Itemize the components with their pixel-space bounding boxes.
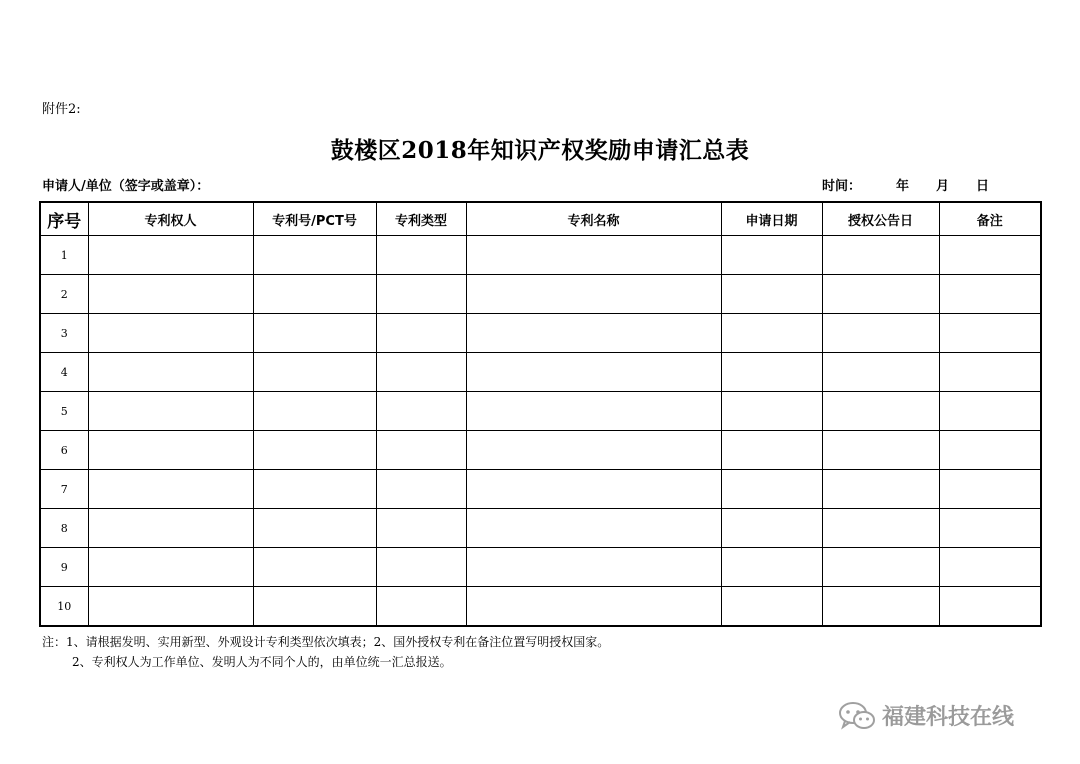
table-row [40,314,1041,353]
cell-patent-number[interactable] [253,509,376,548]
date-label: 时间： [822,179,862,194]
note-line-2: 2、专利权人为工作单位、发明人为不同个人的，由单位统一汇总报送。 [72,655,452,669]
cell-application-date[interactable] [721,587,822,627]
header-patentee: 专利权人 [88,202,253,236]
cell-patent-number[interactable] [253,353,376,392]
cell-application-date[interactable] [721,470,822,509]
cell-patent-type[interactable] [376,587,466,627]
cell-grant-date[interactable] [822,431,939,470]
row-number: 2 [40,275,88,314]
watermark [838,700,1014,731]
cell-patent-number[interactable] [253,587,376,627]
cell-remarks[interactable] [939,470,1041,509]
cell-patentee[interactable] [88,275,253,314]
cell-patent-number[interactable] [253,392,376,431]
cell-remarks[interactable] [939,314,1041,353]
watermark-text: 福建科技在线 [882,705,1015,730]
table-row [40,431,1041,470]
table-row [40,353,1041,392]
row-number: 7 [40,470,88,509]
header-application-date: 申请日期 [721,202,822,236]
table-row [40,392,1041,431]
row-number: 1 [40,236,88,275]
cell-patent-number[interactable] [253,548,376,587]
row-number: 8 [40,509,88,548]
cell-patentee[interactable] [88,509,253,548]
row-number: 10 [40,587,88,627]
cell-patent-type[interactable] [376,392,466,431]
cell-remarks[interactable] [939,353,1041,392]
cell-patent-number[interactable] [253,275,376,314]
cell-patent-name[interactable] [466,275,721,314]
row-number: 6 [40,431,88,470]
summary-table [39,201,1042,627]
cell-patent-type[interactable] [376,314,466,353]
cell-application-date[interactable] [721,353,822,392]
header-patent-name: 专利名称 [466,202,721,236]
header-patent-type: 专利类型 [376,202,466,236]
cell-grant-date[interactable] [822,392,939,431]
table-row [40,275,1041,314]
table-row [40,548,1041,587]
row-number: 9 [40,548,88,587]
cell-patent-type[interactable] [376,509,466,548]
cell-patent-number[interactable] [253,236,376,275]
header-seq: 序号 [40,202,88,236]
row-number: 5 [40,392,88,431]
cell-remarks[interactable] [939,392,1041,431]
cell-patent-name[interactable] [466,509,721,548]
cell-patentee[interactable] [88,470,253,509]
cell-patentee[interactable] [88,236,253,275]
cell-remarks[interactable] [939,431,1041,470]
note-line-1: 注：1、请根据发明、实用新型、外观设计专利类型依次填表；2、国外授权专利在备注位置写明授权国家。 [42,635,610,649]
cell-remarks[interactable] [939,275,1041,314]
cell-application-date[interactable] [721,392,822,431]
cell-patentee[interactable] [88,392,253,431]
notes [42,632,609,672]
cell-application-date[interactable] [721,236,822,275]
cell-grant-date[interactable] [822,509,939,548]
date-year: 年 [896,179,910,194]
cell-patentee[interactable] [88,314,253,353]
cell-patentee[interactable] [88,431,253,470]
cell-application-date[interactable] [721,509,822,548]
cell-patent-name[interactable] [466,548,721,587]
date-month: 月 [936,179,950,194]
cell-remarks[interactable] [939,509,1041,548]
cell-grant-date[interactable] [822,275,939,314]
cell-grant-date[interactable] [822,587,939,627]
cell-remarks[interactable] [939,587,1041,627]
cell-patentee[interactable] [88,548,253,587]
applicant-label: 申请人/单位（签字或盖章）： [42,179,210,194]
wechat-icon [838,701,876,731]
table-row [40,587,1041,627]
cell-patent-number[interactable] [253,314,376,353]
cell-remarks[interactable] [939,548,1041,587]
cell-patent-name[interactable] [466,431,721,470]
cell-patent-name[interactable] [466,587,721,627]
cell-patent-name[interactable] [466,470,721,509]
page-title: 鼓楼区2018年知识产权奖励申请汇总表 [330,137,750,164]
table-header-row [40,202,1041,236]
cell-patent-type[interactable] [376,275,466,314]
cell-patent-name[interactable] [466,236,721,275]
cell-patentee[interactable] [88,587,253,627]
cell-patent-type[interactable] [376,353,466,392]
date-day: 日 [976,179,990,194]
header-patent-number: 专利号/PCT号 [253,202,376,236]
cell-grant-date[interactable] [822,548,939,587]
row-number: 3 [40,314,88,353]
cell-patent-name[interactable] [466,314,721,353]
cell-patent-name[interactable] [466,353,721,392]
cell-application-date[interactable] [721,431,822,470]
cell-patent-type[interactable] [376,548,466,587]
table-row [40,470,1041,509]
table-row [40,236,1041,275]
header-remarks: 备注 [939,202,1041,236]
cell-remarks[interactable] [939,236,1041,275]
header-grant-date: 授权公告日 [822,202,939,236]
cell-application-date[interactable] [721,548,822,587]
cell-patentee[interactable] [88,353,253,392]
cell-patent-name[interactable] [466,392,721,431]
cell-grant-date[interactable] [822,314,939,353]
cell-patent-type[interactable] [376,470,466,509]
attachment-label: 附件2: [42,102,81,117]
date-line [822,175,989,194]
cell-patent-type[interactable] [376,236,466,275]
table-row [40,509,1041,548]
cell-grant-date[interactable] [822,236,939,275]
cell-grant-date[interactable] [822,470,939,509]
cell-grant-date[interactable] [822,353,939,392]
cell-patent-number[interactable] [253,431,376,470]
cell-application-date[interactable] [721,275,822,314]
cell-patent-type[interactable] [376,431,466,470]
cell-application-date[interactable] [721,314,822,353]
row-number: 4 [40,353,88,392]
cell-patent-number[interactable] [253,470,376,509]
